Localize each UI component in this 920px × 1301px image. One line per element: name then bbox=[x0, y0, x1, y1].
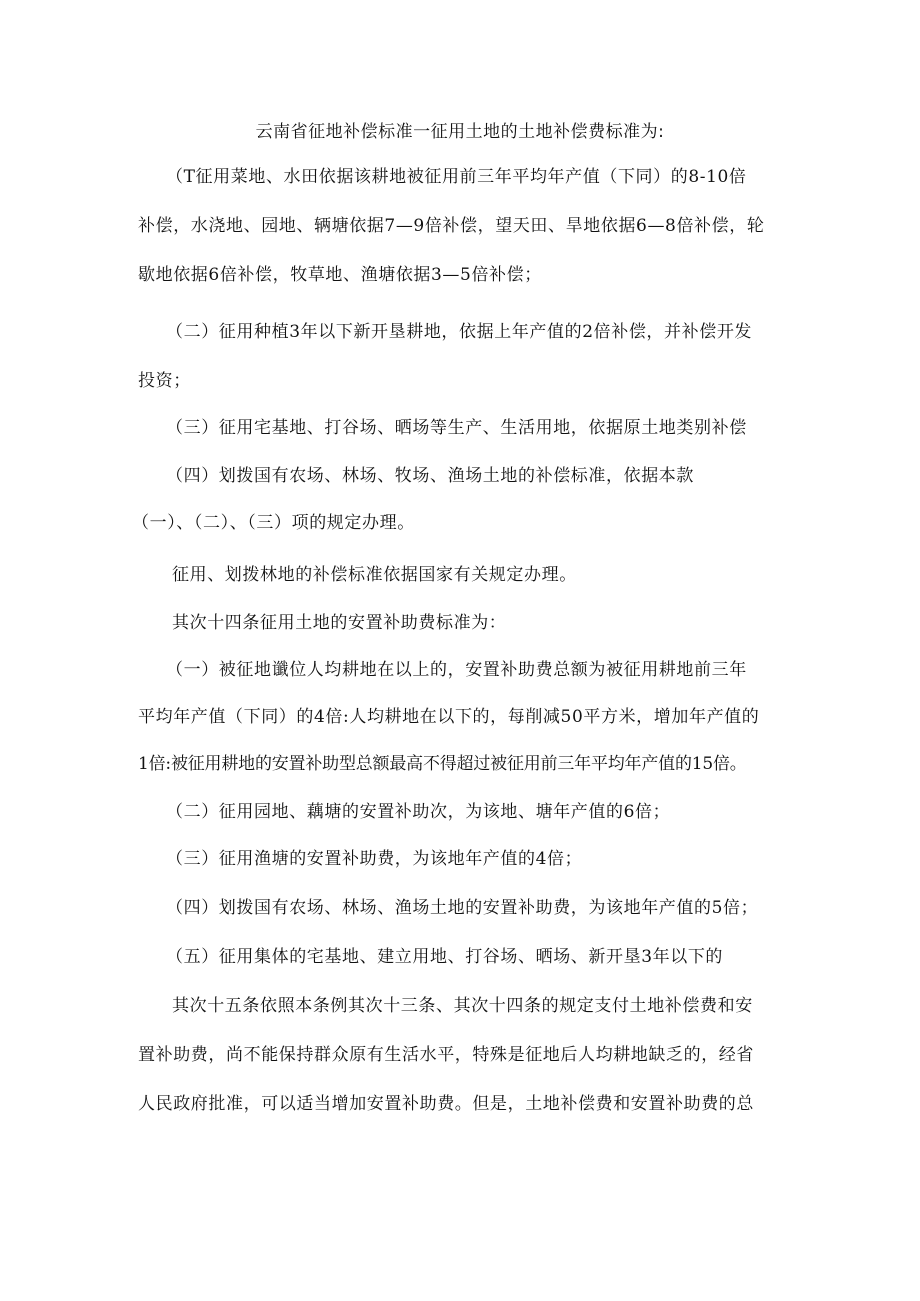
text-line: 其次十五条依照本条例其次十三条、其次十四条的规定支付土地补偿费和安 bbox=[172, 996, 753, 1016]
text-line: 征用、划拨林地的补偿标准依据国家有关规定办理。 bbox=[172, 565, 577, 585]
text-line: （五）征用集体的宅基地、建立用地、打谷场、晒场、新开垦3年以下的 bbox=[166, 947, 724, 967]
text-line: 歇地依据6倍补偿，牧草地、渔塘依据3—5倍补偿； bbox=[138, 265, 542, 285]
text-line: 1倍:被征用耕地的安置补助型总额最高不得超过被征用前三年平均年产值的15倍。 bbox=[138, 754, 747, 774]
text-line: （二）征用园地、藕塘的安置补助次，为该地、塘年产值的6倍； bbox=[166, 802, 671, 822]
page-title: 云南省征地补偿标准一征用土地的土地补偿费标准为: bbox=[255, 122, 665, 142]
text-line: 人民政府批准，可以适当增加安置补助费。但是，土地补偿费和安置补助费的总 bbox=[138, 1094, 754, 1114]
text-line: 置补助费，尚不能保持群众原有生活水平，特殊是征地后人均耕地缺乏的，经省 bbox=[138, 1045, 754, 1065]
text-line: 其次十四条征用土地的安置补助费标准为： bbox=[172, 613, 507, 633]
text-line: （一）、（二）、（三）项的规定办理。 bbox=[132, 513, 415, 533]
text-line: （一）被征地谶位人均耕地在以上的，安置补助费总额为被征用耕地前三年 bbox=[166, 660, 747, 680]
text-line: （三）征用宅基地、打谷场、晒场等生产、生活用地，依据原土地类别补偿 bbox=[166, 418, 747, 438]
text-line: 平均年产值（下同）的4倍:人均耕地在以下的，每削减50平方米，增加年产值的 bbox=[138, 707, 760, 727]
text-line: （四）划拨国有农场、林场、渔场土地的安置补助费，为该地年产值的5倍； bbox=[166, 898, 759, 918]
text-line: 投资； bbox=[138, 371, 191, 391]
text-line: （四）划拨国有农场、林场、牧场、渔场土地的补偿标准，依据本款 bbox=[166, 466, 694, 486]
text-line: （二）征用种植3年以下新开垦耕地，依据上年产值的2倍补偿，并补偿开发 bbox=[166, 322, 753, 342]
text-line: （T征用菜地、水田依据该耕地被征用前三年平均年产值（下同）的8-10倍 bbox=[166, 167, 747, 187]
text-line: （三）征用渔塘的安置补助费，为该地年产值的4倍； bbox=[166, 849, 583, 869]
text-line: 补偿，水浇地、园地、辆塘依据7—9倍补偿，望天田、旱地依据6—8倍补偿，轮 bbox=[138, 216, 765, 236]
